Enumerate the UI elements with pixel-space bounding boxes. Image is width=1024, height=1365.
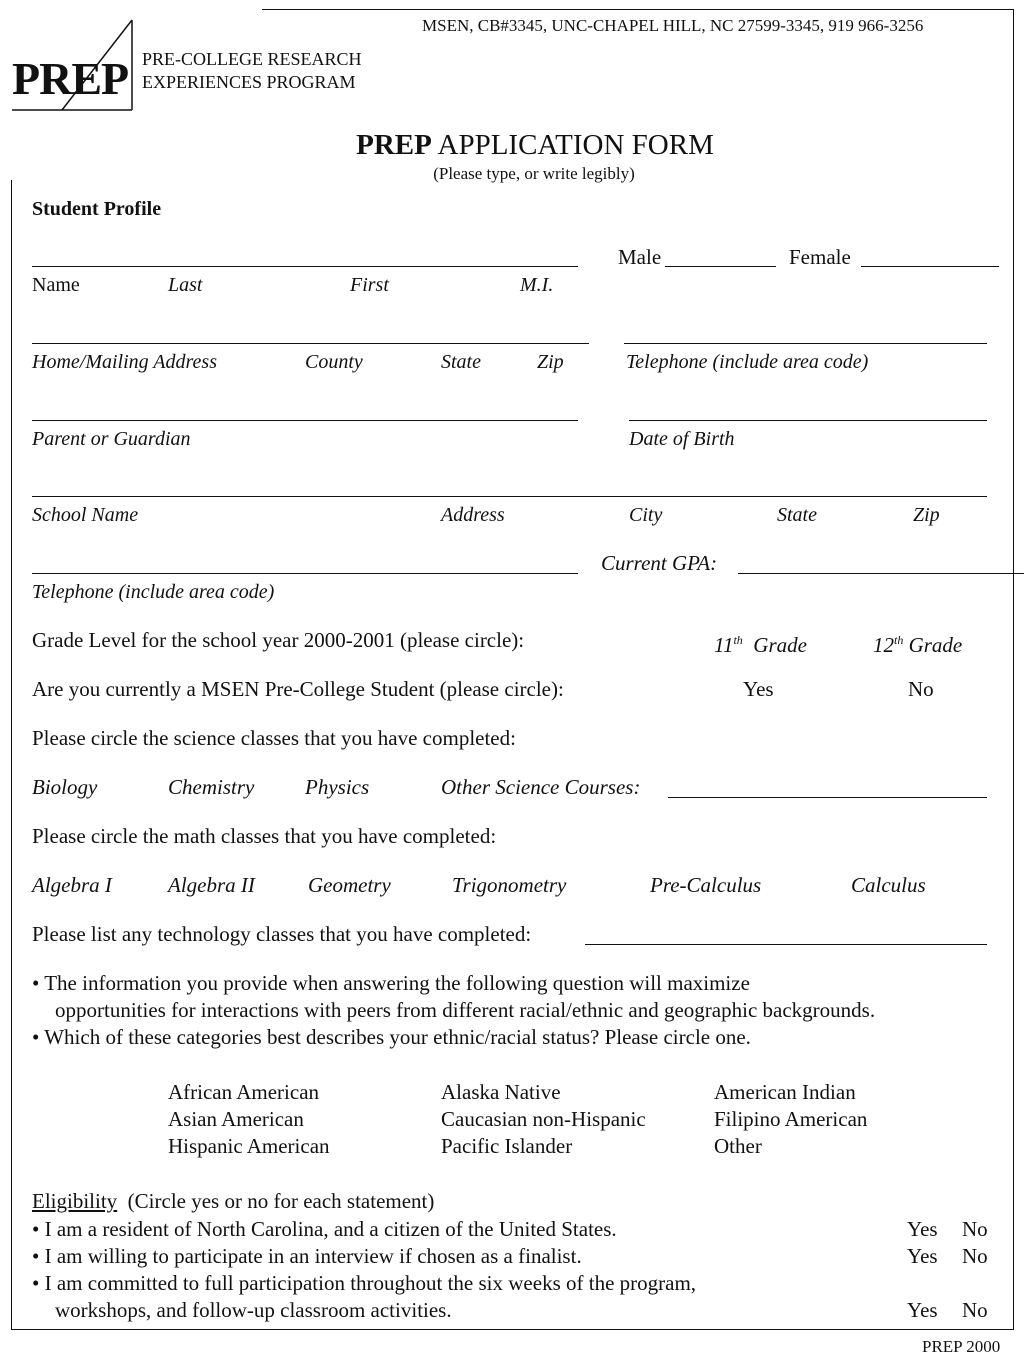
- msen-student-prompt: Are you currently a MSEN Pre-College Student (please circle):: [32, 677, 564, 701]
- math-option-calculus[interactable]: Calculus: [851, 873, 926, 897]
- statement-3-no[interactable]: No: [962, 1298, 988, 1322]
- date-of-birth-field[interactable]: [629, 395, 987, 421]
- zip-label: Zip: [537, 351, 564, 373]
- frame-bottom: [11, 1329, 1014, 1330]
- eligibility-heading: Eligibility: [32, 1189, 118, 1213]
- math-option-algebra-1[interactable]: Algebra I: [32, 873, 112, 897]
- parent-guardian-field[interactable]: [32, 395, 578, 421]
- page-title-rest: APPLICATION FORM: [437, 129, 714, 161]
- math-option-algebra-2[interactable]: Algebra II: [168, 873, 255, 897]
- home-address-field[interactable]: [32, 318, 589, 344]
- statement-1-no[interactable]: No: [962, 1217, 988, 1241]
- school-telephone-label: Telephone (include area code): [32, 581, 275, 603]
- ethnicity-option-african-american[interactable]: African American: [168, 1080, 320, 1104]
- eligibility-statement-3-line-1: • I am committed to full participation throughout the six weeks of the program,: [32, 1271, 697, 1295]
- ethnicity-option-hispanic-american[interactable]: Hispanic American: [168, 1134, 330, 1158]
- school-address-label: Address: [441, 504, 505, 526]
- other-science-field[interactable]: [668, 772, 987, 798]
- ethnicity-option-pacific-islander[interactable]: Pacific Islander: [441, 1134, 573, 1158]
- female-field[interactable]: [861, 241, 999, 267]
- math-option-geometry[interactable]: Geometry: [308, 873, 391, 897]
- page-title: [0, 128, 1024, 162]
- school-field[interactable]: [32, 471, 987, 497]
- ethnicity-option-asian-american[interactable]: Asian American: [168, 1107, 304, 1131]
- name-field[interactable]: [32, 241, 578, 267]
- technology-field[interactable]: [585, 919, 987, 945]
- middle-initial-label: M.I.: [520, 274, 554, 296]
- logo-text: PREP: [12, 53, 129, 104]
- statement-3-yes[interactable]: Yes: [907, 1298, 938, 1322]
- math-option-precalculus[interactable]: Pre-Calculus: [650, 873, 762, 897]
- grade-11-option[interactable]: [714, 628, 807, 658]
- grade-12-word: Grade: [908, 633, 963, 657]
- county-label: County: [305, 351, 363, 373]
- page-subtitle: (Please type, or write legibly): [433, 164, 635, 183]
- school-state-label: State: [777, 504, 817, 526]
- school-telephone-field[interactable]: [32, 548, 578, 574]
- ethnicity-option-other[interactable]: Other: [714, 1134, 762, 1158]
- last-label: Last: [168, 274, 203, 296]
- grade-11-suffix: th: [733, 633, 743, 647]
- grade-12-number: 12: [873, 633, 894, 657]
- ethnicity-option-filipino-american[interactable]: Filipino American: [714, 1107, 868, 1131]
- student-profile-heading: Student Profile: [32, 198, 162, 220]
- math-option-trigonometry[interactable]: Trigonometry: [452, 873, 567, 897]
- eligibility-instruction: (Circle yes or no for each statement): [127, 1189, 435, 1213]
- other-science-label: Other Science Courses:: [441, 775, 641, 799]
- science-option-biology[interactable]: Biology: [32, 775, 98, 799]
- male-field[interactable]: [665, 241, 776, 267]
- program-line-2: EXPERIENCES PROGRAM: [142, 72, 356, 92]
- ethnicity-option-american-indian[interactable]: American Indian: [714, 1080, 856, 1104]
- ethnicity-bullet-1-line-1: • The information you provide when answering the following question will maximize: [32, 971, 750, 995]
- science-option-chemistry[interactable]: Chemistry: [168, 775, 255, 799]
- state-label: State: [441, 351, 481, 373]
- science-option-physics[interactable]: Physics: [305, 775, 370, 799]
- frame-right: [1013, 9, 1014, 1330]
- msen-no-option[interactable]: No: [908, 677, 934, 701]
- grade-11-word: Grade: [753, 633, 807, 657]
- prep-logo: [10, 18, 134, 113]
- eligibility-statement-1: • I am a resident of North Carolina, and a citizen of the United States.: [32, 1217, 617, 1241]
- ethnicity-bullet-1-line-2: opportunities for interactions with peers from different racial/ethnic and geographic backgrounds.: [55, 998, 876, 1022]
- parent-guardian-label: Parent or Guardian: [32, 428, 191, 450]
- eligibility-statement-3-line-2: workshops, and follow-up classroom activities.: [55, 1298, 452, 1322]
- female-label: Female: [789, 245, 851, 269]
- home-address-label: Home/Mailing Address: [32, 351, 217, 373]
- grade-12-suffix: th: [894, 633, 904, 647]
- eligibility-statement-2: • I am willing to participate in an interview if chosen as a finalist.: [32, 1244, 582, 1268]
- science-prompt: Please circle the science classes that you have completed:: [32, 726, 516, 750]
- home-telephone-label: Telephone (include area code): [626, 351, 869, 373]
- current-gpa-label: Current GPA:: [601, 551, 718, 575]
- current-gpa-field[interactable]: [738, 548, 1024, 574]
- frame-top: [262, 9, 1014, 10]
- school-name-label: School Name: [32, 504, 139, 526]
- name-label: Name: [32, 274, 80, 296]
- date-of-birth-label: Date of Birth: [629, 428, 735, 450]
- header-address: MSEN, CB#3345, UNC-CHAPEL HILL, NC 27599-3345, 919 966-3256: [422, 16, 924, 35]
- grade-12-option[interactable]: [873, 628, 962, 658]
- male-label: Male: [618, 245, 662, 269]
- footer-label: PREP 2000: [922, 1337, 1001, 1356]
- ethnicity-option-caucasian-non-hispanic[interactable]: Caucasian non-Hispanic: [441, 1107, 646, 1131]
- school-city-label: City: [629, 504, 663, 526]
- grade-11-number: 11: [714, 633, 734, 657]
- grade-level-prompt: Grade Level for the school year 2000-2001 (please circle):: [32, 628, 525, 652]
- statement-2-no[interactable]: No: [962, 1244, 988, 1268]
- ethnicity-option-alaska-native[interactable]: Alaska Native: [441, 1080, 561, 1104]
- statement-1-yes[interactable]: Yes: [907, 1217, 938, 1241]
- math-prompt: Please circle the math classes that you have completed:: [32, 824, 497, 848]
- page-title-bold: PREP: [356, 129, 432, 161]
- statement-2-yes[interactable]: Yes: [907, 1244, 938, 1268]
- ethnicity-bullet-2: • Which of these categories best describes your ethnic/racial status? Please circle one.: [32, 1025, 751, 1049]
- home-telephone-field[interactable]: [624, 318, 987, 344]
- first-label: First: [350, 274, 389, 296]
- eligibility-header: [32, 1189, 434, 1214]
- technology-prompt: Please list any technology classes that you have completed:: [32, 922, 532, 946]
- program-line-1: PRE-COLLEGE RESEARCH: [142, 49, 362, 69]
- frame-left: [11, 180, 12, 1330]
- msen-yes-option[interactable]: Yes: [743, 677, 774, 701]
- school-zip-label: Zip: [913, 504, 940, 526]
